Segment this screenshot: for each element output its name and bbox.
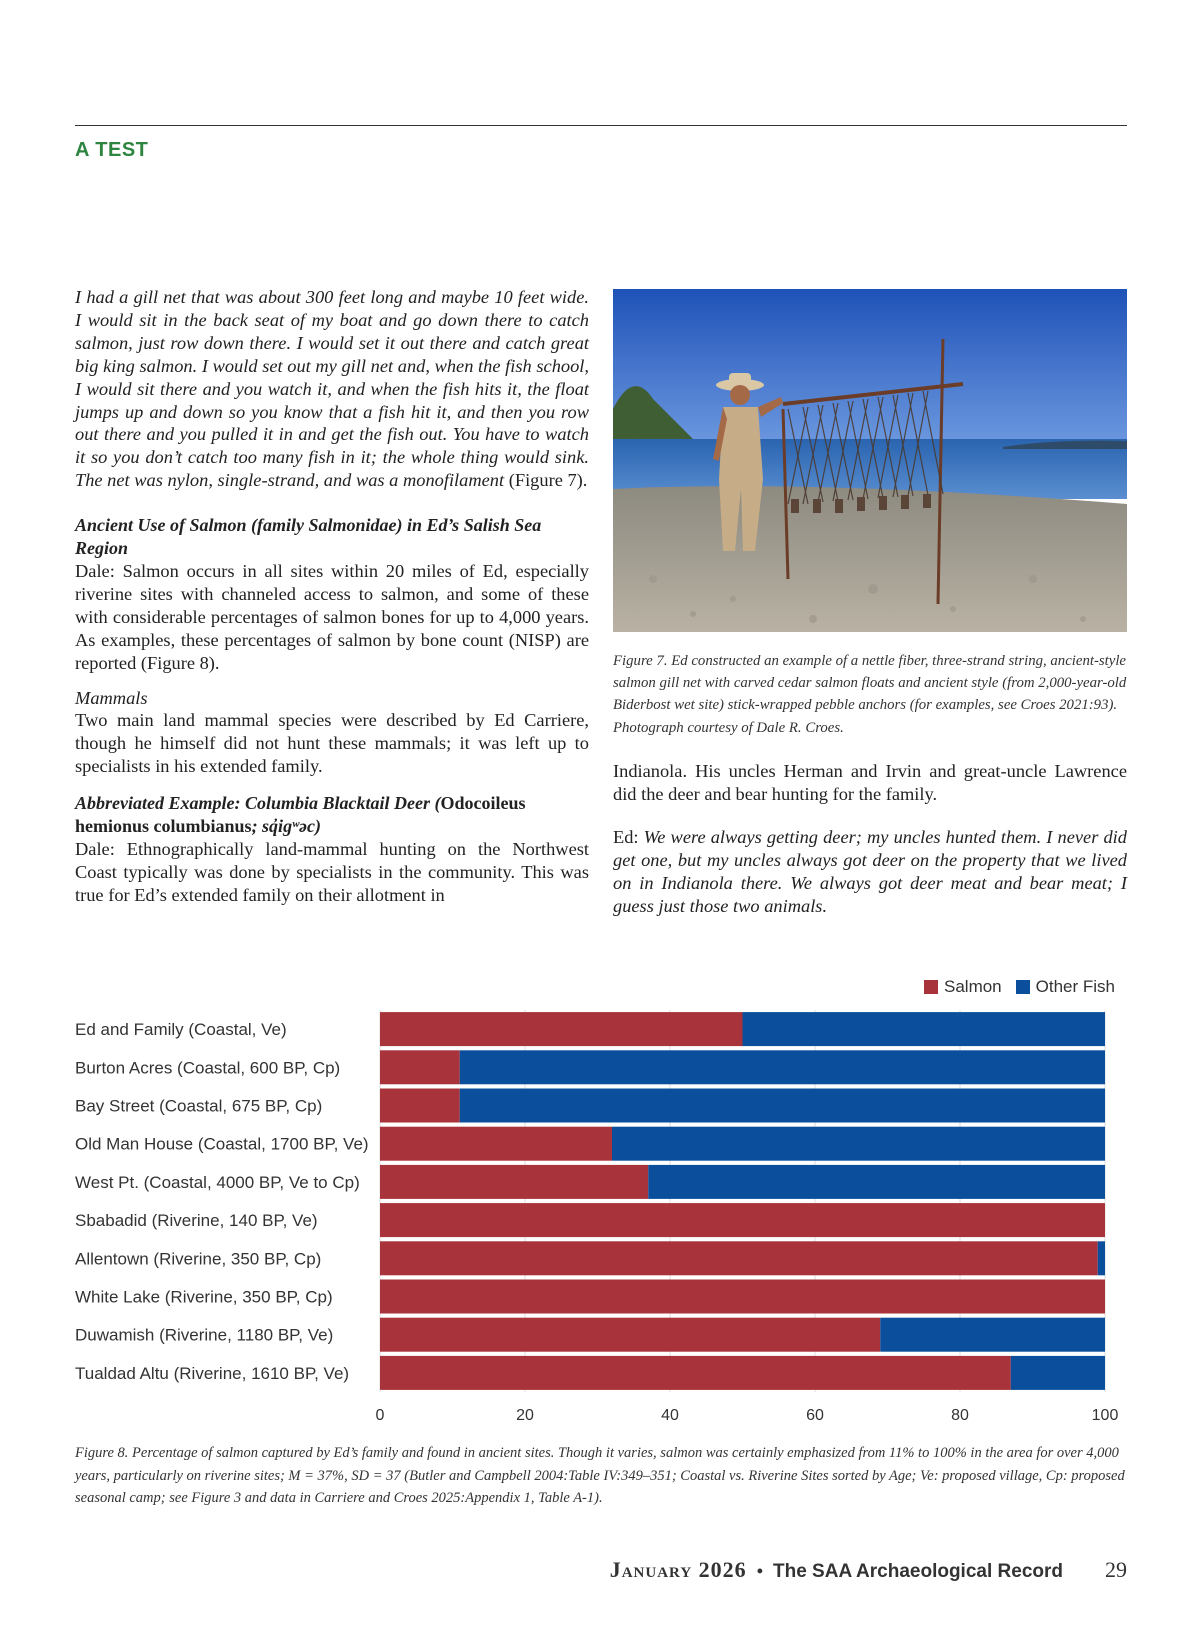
figure8-chart xyxy=(0,1000,1200,1440)
legend-label-salmon: Salmon xyxy=(944,977,1002,996)
category-label: Duwamish (Riverine, 1180 BP, Ve) xyxy=(75,1325,334,1345)
bar-salmon xyxy=(380,1127,612,1161)
bar-other-fish xyxy=(1098,1241,1105,1275)
heading-ancient-salmon: Ancient Use of Salmon (family Salmonidae) in Ed’s Salish Sea Region xyxy=(75,515,542,559)
category-label: White Lake (Riverine, 350 BP, Cp) xyxy=(75,1287,333,1307)
figure7-photo xyxy=(613,289,1127,632)
indianola-paragraph: Indianola. His uncles Herman and Irvin and great-uncle Lawrence did the deer and bear hunting for the family. xyxy=(613,761,1127,804)
ed-deer-quote: We were always getting deer; my uncles hunted them. I never did get one, but my uncles always got deer on the property that we lived on in Indianola there. We always got deer meat and bear meat; I guess just those two animals. xyxy=(613,826,1127,916)
ed-deer-quote-paragraph xyxy=(613,826,1127,918)
ed-quote: I had a gill net that was about 300 feet long and maybe 10 feet wide. I would sit in the back seat of my boat and go down there to catch salmon, just row down there. I would set it out there and catch great big king salmon. I would set out my gill net and, when the fish school, I would sit there and you watch it, and when the fish hits it, the float jumps up and down so you know that a fish hit it, and then you row out there and you pulled it in and get the fish out. You have to watch it so you don’t catch too many fish in it; the whole thing would sink. The net was nylon, single-strand, and was a monofilament xyxy=(75,287,589,491)
category-label: Sbabadid (Riverine, 140 BP, Ve) xyxy=(75,1211,318,1231)
x-tick-label: 80 xyxy=(951,1407,969,1424)
bar-salmon xyxy=(380,1203,1105,1237)
category-label: Allentown (Riverine, 350 BP, Cp) xyxy=(75,1249,322,1269)
bar-salmon xyxy=(380,1241,1098,1275)
category-label: Ed and Family (Coastal, Ve) xyxy=(75,1020,287,1040)
legend-swatch-other-fish xyxy=(1016,980,1030,994)
bar-other-fish xyxy=(1011,1356,1105,1390)
category-label: Burton Acres (Coastal, 600 BP, Cp) xyxy=(75,1058,341,1078)
bar-other-fish xyxy=(460,1050,1105,1084)
ed-quote-paragraph xyxy=(75,286,589,492)
footer-separator: • xyxy=(756,1561,763,1581)
x-tick-label: 40 xyxy=(661,1407,679,1424)
x-tick-label: 0 xyxy=(375,1407,385,1424)
bar-salmon xyxy=(380,1280,1105,1314)
figure7-reference: (Figure 7). xyxy=(508,470,588,491)
legend-item-salmon xyxy=(924,977,1002,997)
heading-deer-species: Odocoileus hemionus columbianus xyxy=(75,793,526,837)
mammals-paragraph: Two main land mammal species were described by Ed Carriere, though he himself did not hunt these mammals; it was left up to specialists in his extended family. xyxy=(75,710,589,777)
bar-salmon xyxy=(380,1050,460,1084)
bar-other-fish xyxy=(460,1089,1105,1123)
bar-other-fish xyxy=(743,1012,1106,1046)
bar-salmon xyxy=(380,1165,648,1199)
x-tick-label: 20 xyxy=(516,1407,534,1424)
heading-mammals: Mammals xyxy=(75,687,148,708)
bar-chart-svg xyxy=(0,1000,1200,1440)
footer-month: January 2026 xyxy=(609,1557,747,1582)
right-column xyxy=(613,760,1127,917)
bar-other-fish xyxy=(880,1318,1105,1352)
category-label: West Pt. (Coastal, 4000 BP, Ve to Cp) xyxy=(75,1172,360,1192)
page-footer xyxy=(610,1557,1127,1583)
bar-salmon xyxy=(380,1012,743,1046)
legend-swatch-salmon xyxy=(924,980,938,994)
salmon-paragraph: Dale: Salmon occurs in all sites within 20 miles of Ed, especially riverine sites with channeled access to salmon, and some of these with considerable percentages of salmon bones for up to 4,000 years. As examples, these percentages of salmon by bone count (NISP) are reported (Figure 8). xyxy=(75,560,589,673)
bar-other-fish xyxy=(648,1165,1105,1199)
deer-paragraph: Dale: Ethnographically land-mammal hunting on the Northwest Coast typically was done by specialists in the community. This was true for Ed’s extended family on their allotment in xyxy=(75,838,589,905)
footer-publication: The SAA Archaeological Record xyxy=(773,1561,1063,1582)
section-title: A TEST xyxy=(75,139,149,161)
category-label: Tualdad Altu (Riverine, 1610 BP, Ve) xyxy=(75,1363,350,1383)
bar-salmon xyxy=(380,1356,1011,1390)
figure8-caption: Figure 8. Percentage of salmon captured by Ed’s family and found in ancient sites. Though it varies, salmon was certainly emphasized from 11% to 100% in the area for over 4,000 years, particularly on riverine sites; M = 37%, SD = 37 (Butler and Campbell 2004:Table IV:349–351; Coastal vs. Riverine Sites sorted by Age; Ve: proposed village, Cp: proposed seasonal camp; see Figure 3 and data in Carriere and Croes 2025:Appendix 1, Table A-1). xyxy=(75,1445,1125,1506)
speaker-label: Ed: xyxy=(613,826,639,847)
left-column xyxy=(75,286,589,907)
heading-deer xyxy=(75,792,589,838)
legend-label-other-fish: Other Fish xyxy=(1035,977,1115,996)
bar-salmon xyxy=(380,1318,880,1352)
legend-item-other-fish xyxy=(1016,977,1115,997)
x-tick-label: 60 xyxy=(806,1407,824,1424)
chart-legend xyxy=(910,977,1115,997)
heading-deer-part3: ; sq̓igʷəc) xyxy=(251,816,322,837)
bar-salmon xyxy=(380,1089,460,1123)
category-label: Bay Street (Coastal, 675 BP, Cp) xyxy=(75,1096,323,1116)
category-label: Old Man House (Coastal, 1700 BP, Ve) xyxy=(75,1134,369,1154)
heading-deer-part1: Abbreviated Example: Columbia Blacktail Deer ( xyxy=(75,793,441,814)
header-rule xyxy=(75,125,1127,126)
x-tick-label: 100 xyxy=(1091,1407,1119,1424)
page-number: 29 xyxy=(1105,1557,1127,1582)
figure7-caption: Figure 7. Ed constructed an example of a nettle fiber, three-strand string, ancient-style salmon gill net with carved cedar salmon floats and ancient style (from 2,000-year-old Biderbost wet site) stick-wrapped pebble anchors (for examples, see Croes 2021:93). Photograph courtesy of Dale R. Croes. xyxy=(613,653,1127,736)
bar-other-fish xyxy=(612,1127,1105,1161)
